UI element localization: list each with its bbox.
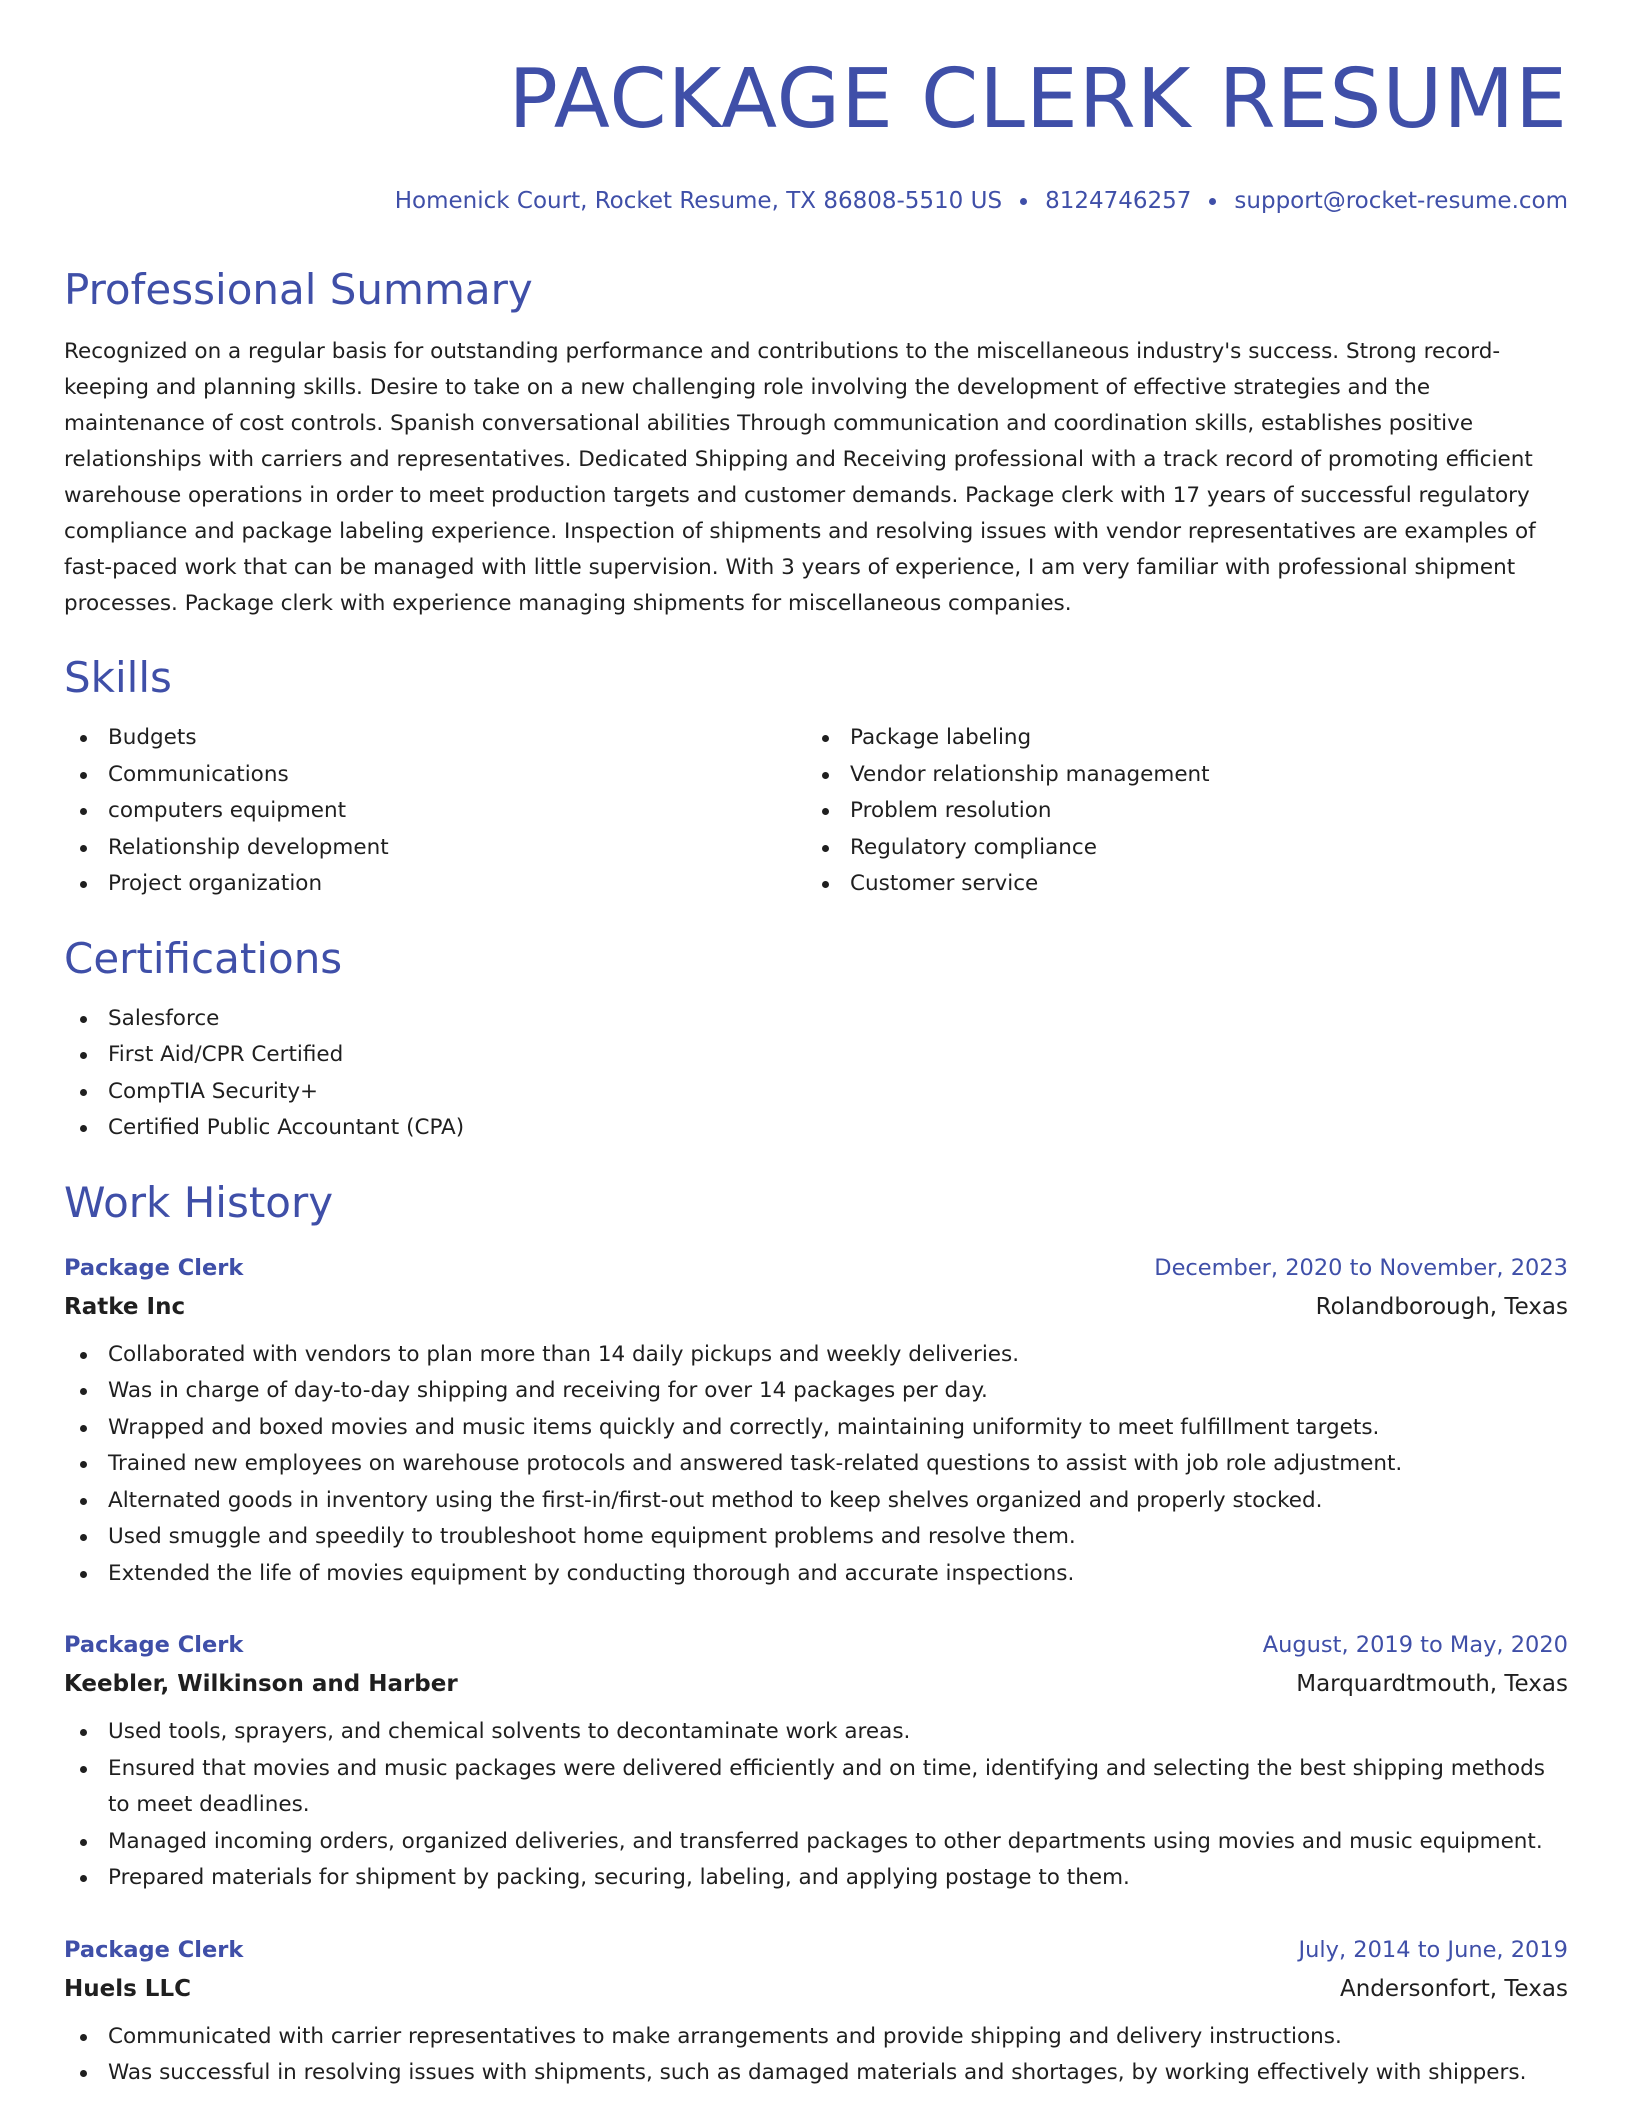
- skill-item: computers equipment: [64, 793, 806, 830]
- job-title-row: [64, 1249, 1568, 1287]
- job-title: Package Clerk: [64, 1632, 244, 1658]
- summary-text: Recognized on a regular basis for outstanding performance and contributions to the miscellaneous industry's success. Strong record-keeping and planning skills. Desire to take on a new challenging role involving the development of effective strategies and the maintenance of cost controls. Spanish conversational abilities Through communication and coordination skills, establishes positive relationships with carriers and representatives. Dedicated Shipping and Receiving professional with a track record of promoting efficient warehouse operations in order to meet production targets and customer demands. Package clerk with 17 years of successful regulatory compliance and package labeling experience. Inspection of shipments and resolving issues with vendor representatives are examples of fast-paced work that can be managed with little supervision. With 3 years of experience, I am very familiar with professional shipment processes. Package clerk with experience managing shipments for miscellaneous companies.: [64, 339, 1536, 616]
- job-bullets: [64, 1714, 1568, 1897]
- job-bullet: Used tools, sprayers, and chemical solvents to decontaminate work areas.: [64, 1714, 1568, 1751]
- job-entry: [64, 1249, 1568, 1593]
- job-bullet: Used smuggle and speedily to troubleshoot home equipment problems and resolve them.: [64, 1519, 1568, 1556]
- certification-item: Salesforce: [64, 1001, 1568, 1038]
- job-bullet: Managed incoming orders, organized deliveries, and transferred packages to other departments using movies and music equipment.: [64, 1824, 1568, 1861]
- skill-item: Package labeling: [806, 720, 1548, 757]
- job-title: Package Clerk: [64, 1936, 244, 1963]
- job-company: Keebler, Wilkinson and Harber: [64, 1671, 458, 1697]
- job-bullet: Trained new employees on warehouse protocols and answered task-related questions to assist with job role adjustment.: [64, 1446, 1568, 1483]
- certifications-heading: Certifications: [64, 933, 343, 983]
- job-location: Rolandborough, Texas: [1315, 1293, 1568, 1320]
- job-bullets: [64, 2019, 1568, 2092]
- job-bullets: [64, 1337, 1568, 1593]
- resume-name: PACKAGE CLERK RESUME: [508, 52, 1568, 147]
- job-bullet: Extended the life of movies equipment by conducting thorough and accurate inspections.: [64, 1556, 1568, 1593]
- certification-item: Certified Public Accountant (CPA): [64, 1110, 1568, 1147]
- job-dates: December, 2020 to November, 2023: [1154, 1254, 1568, 1281]
- job-bullet: Ensured that movies and music packages were delivered efficiently and on time, identifying and selecting the best shipping methods to meet deadlines.: [64, 1751, 1568, 1824]
- job-bullet: Communicated with carrier representatives to make arrangements and provide shipping and delivery instructions.: [64, 2019, 1568, 2056]
- job-company-row: [64, 1287, 1568, 1327]
- separator-dot: [1020, 198, 1027, 205]
- contact-line: [395, 188, 1568, 214]
- job-company-row: [64, 1664, 1568, 1704]
- contact-address: Homenick Court, Rocket Resume, TX 86808-5510 US: [394, 188, 1003, 214]
- resume-content: [64, 262, 1568, 2092]
- job-bullet: Alternated goods in inventory using the first-in/first-out method to keep shelves organized and properly stocked.: [64, 1483, 1568, 1520]
- job-bullet: Collaborated with vendors to plan more than 14 daily pickups and weekly deliveries.: [64, 1337, 1568, 1374]
- job-entry: [64, 1626, 1568, 1897]
- certifications-section: [64, 931, 1568, 1147]
- skill-item: Vendor relationship management: [806, 757, 1548, 794]
- certification-item: First Aid/CPR Certified: [64, 1037, 1568, 1074]
- job-company-row: [64, 1969, 1568, 2009]
- resume-header: [395, 50, 1568, 214]
- skill-item: Communications: [64, 757, 806, 794]
- job-title-row: [64, 1931, 1568, 1969]
- job-bullet: Wrapped and boxed movies and music items quickly and correctly, maintaining uniformity to meet fulfillment targets.: [64, 1410, 1568, 1447]
- certification-item: CompTIA Security+: [64, 1074, 1568, 1111]
- job-location: Marquardtmouth, Texas: [1296, 1671, 1568, 1697]
- skill-item: Budgets: [64, 720, 806, 757]
- work-history-heading: Work History: [64, 1177, 334, 1227]
- skills-list-left: [64, 720, 806, 903]
- job-entry: [64, 1931, 1568, 2092]
- job-company: Ratke Inc: [64, 1293, 186, 1320]
- work-history-section: [64, 1175, 1568, 2092]
- contact-email[interactable]: support@rocket-resume.com: [1234, 188, 1568, 214]
- summary-section: [64, 262, 1568, 622]
- job-bullet: Was successful in resolving issues with shipments, such as damaged materials and shortages, by working effectively with shippers.: [64, 2055, 1568, 2092]
- job-company: Huels LLC: [64, 1975, 191, 2002]
- skills-list-right: [806, 720, 1548, 903]
- job-location: Andersonfort, Texas: [1340, 1975, 1568, 2002]
- job-title-row: [64, 1626, 1568, 1664]
- skills-columns: [64, 706, 1568, 903]
- certifications-list: [64, 1001, 1568, 1147]
- skill-item: Problem resolution: [806, 793, 1548, 830]
- skill-item: Project organization: [64, 866, 806, 903]
- contact-phone[interactable]: 8124746257: [1045, 188, 1192, 214]
- job-dates: July, 2014 to June, 2019: [1298, 1936, 1568, 1963]
- job-bullet: Prepared materials for shipment by packing, securing, labeling, and applying postage to them.: [64, 1860, 1568, 1897]
- job-title: Package Clerk: [64, 1254, 244, 1281]
- job-dates: August, 2019 to May, 2020: [1262, 1632, 1568, 1658]
- skills-section: [64, 650, 1568, 903]
- job-bullet: Was in charge of day-to-day shipping and receiving for over 14 packages per day.: [64, 1373, 1568, 1410]
- skill-item: Regulatory compliance: [806, 830, 1548, 867]
- skill-item: Customer service: [806, 866, 1548, 903]
- skills-heading: Skills: [64, 653, 172, 702]
- separator-dot: [1209, 198, 1216, 205]
- summary-heading: Professional Summary: [64, 265, 533, 314]
- skill-item: Relationship development: [64, 830, 806, 867]
